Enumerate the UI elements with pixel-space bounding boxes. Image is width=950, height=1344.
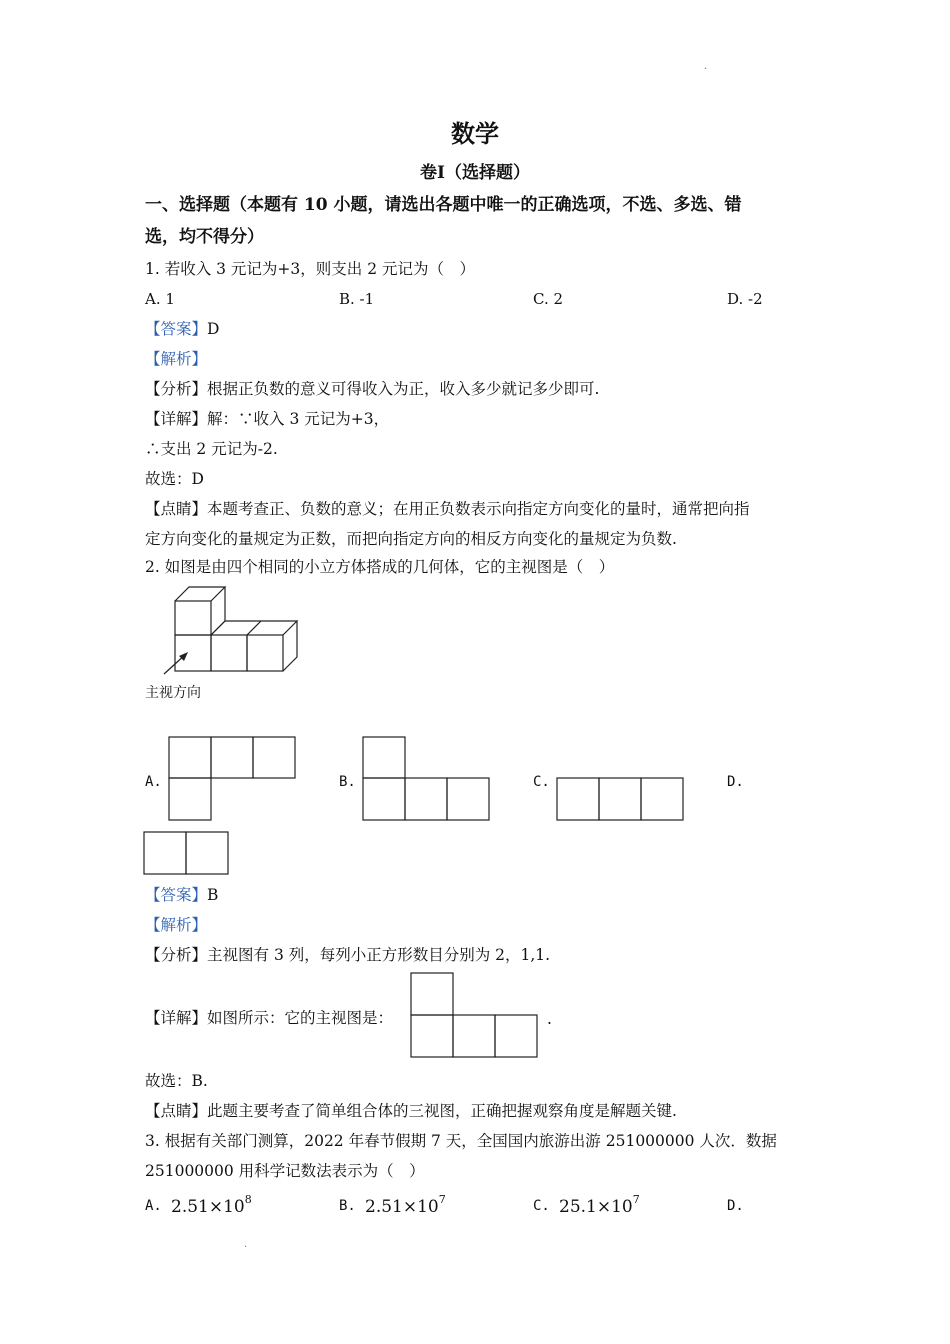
q1-option-a: A. 1	[145, 290, 175, 308]
q1-fenxi-text: 根据正负数的意义可得收入为正，收入多少就记多少即可.	[207, 380, 600, 398]
q1-dianjing	[145, 498, 750, 520]
q1-xiangjie-tag: 【详解】	[145, 410, 208, 428]
q1-answer-tag: 【答案】	[145, 320, 208, 338]
q2-xiangjie-text: 如图所示：它的主视图是：	[207, 1009, 394, 1027]
q3-option-a-value	[171, 1193, 252, 1217]
q2-fenxi-tag: 【分析】	[145, 946, 208, 964]
q1-step: ∴支出 2 元记为-2.	[145, 440, 278, 458]
page-title: 数学	[451, 119, 499, 148]
page-subtitle: 卷Ⅰ（选择题）	[420, 163, 530, 183]
q2-answer-tag: 【答案】	[145, 886, 208, 904]
q2-option-c-label: C.	[533, 774, 550, 790]
q1-dianjing-tag: 【点睛】	[145, 500, 208, 518]
q1-dianjing-text1: 本题考查正、负数的意义；在用正负数表示向指定方向变化的量时，通常把向指	[207, 500, 750, 518]
q1-xiangjie	[145, 408, 389, 430]
q1-fenxi-tag: 【分析】	[145, 380, 208, 398]
q2-dianjing	[145, 1100, 677, 1122]
q2-answer-value: B	[207, 886, 219, 904]
q2-xiangjie-tag: 【详解】	[145, 1009, 208, 1027]
q1-option-c: C. 2	[533, 290, 564, 308]
q3-option-a-mantissa: 2.51×10	[171, 1197, 245, 1217]
q1-analysis-tag: 【解析】	[145, 350, 208, 368]
q2-option-b-figure	[362, 736, 490, 822]
q2-fenxi	[145, 944, 550, 966]
section-heading-line1: 一、选择题（本题有 10 小题，请选出各题中唯一的正确选项，不选、多选、错	[145, 195, 742, 215]
q2-dianjing-tag: 【点睛】	[145, 1102, 208, 1120]
q2-option-d-label: D.	[727, 774, 744, 790]
q2-direction-label: 主视方向	[145, 685, 201, 701]
q3-option-b-value	[365, 1193, 446, 1217]
q2-option-a-label: A.	[145, 774, 162, 790]
q2-xiangjie	[145, 1007, 393, 1029]
q1-option-b: B. -1	[339, 290, 375, 308]
q2-stem: 2. 如图是由四个相同的小立方体搭成的几何体，它的主视图是（ ）	[145, 558, 615, 576]
q1-fenxi	[145, 378, 599, 400]
q2-option-d-figure	[143, 831, 231, 876]
header-mark: ·	[704, 64, 708, 75]
cube-bottom-top-divider	[247, 621, 261, 635]
q1-dianjing-line2: 定方向变化的量规定为正数，而把向指定方向的相反方向变化的量规定为负数.	[145, 530, 677, 548]
q2-choose: 故选：B.	[145, 1072, 208, 1090]
footer-mark: ·	[244, 1242, 248, 1253]
q2-option-c-figure	[556, 777, 684, 822]
cube-bottom-3	[247, 635, 283, 671]
q1-answer-value: D	[207, 320, 220, 338]
q2-option-a-figure	[168, 736, 296, 822]
cube-top-front	[175, 601, 211, 635]
cube-top-top	[175, 587, 225, 601]
cube-bottom-2	[211, 635, 247, 671]
q3-stem-line1: 3. 根据有关部门测算，2022 年春节假期 7 天，全国国内旅游出游 251000000 人次．数据	[145, 1132, 777, 1150]
cube-bottom-1	[175, 635, 211, 671]
q3-option-c-value	[559, 1193, 640, 1217]
section-heading-line2: 选，均不得分）	[145, 227, 264, 247]
q1-answer	[145, 318, 219, 340]
q3-option-c-exp: 7	[632, 1193, 640, 1206]
q2-answer-figure	[410, 972, 540, 1060]
q1-option-d: D. -2	[727, 290, 763, 308]
q3-stem-line2: 251000000 用科学记数法表示为（ ）	[145, 1162, 425, 1180]
q3-option-c-mantissa: 25.1×10	[559, 1197, 633, 1217]
q2-option-b-label: B.	[339, 774, 356, 790]
q3-option-b-mantissa: 2.51×10	[365, 1197, 439, 1217]
q2-analysis-tag: 【解析】	[145, 916, 208, 934]
q3-option-c-label: C.	[533, 1198, 550, 1214]
q2-fenxi-text: 主视图有 3 列，每列小正方形数目分别为 2，1,1.	[207, 946, 551, 964]
q2-xiangjie-period: .	[547, 1010, 552, 1028]
q2-dianjing-text: 此题主要考查了简单组合体的三视图，正确把握观察角度是解题关键.	[207, 1102, 677, 1120]
q3-option-b-label: B.	[339, 1198, 356, 1214]
q3-option-d-label: D.	[727, 1198, 744, 1214]
q3-option-b-exp: 7	[438, 1193, 446, 1206]
q3-option-a-label: A.	[145, 1198, 162, 1214]
q2-cube-figure	[150, 582, 310, 682]
q3-option-a-exp: 8	[244, 1193, 252, 1206]
q1-stem: 1. 若收入 3 元记为+3，则支出 2 元记为（ ）	[145, 260, 475, 278]
q1-choose: 故选：D	[145, 470, 204, 488]
q1-xiangjie-text: 解：∵收入 3 元记为+3，	[207, 410, 390, 428]
q2-answer	[145, 884, 218, 906]
